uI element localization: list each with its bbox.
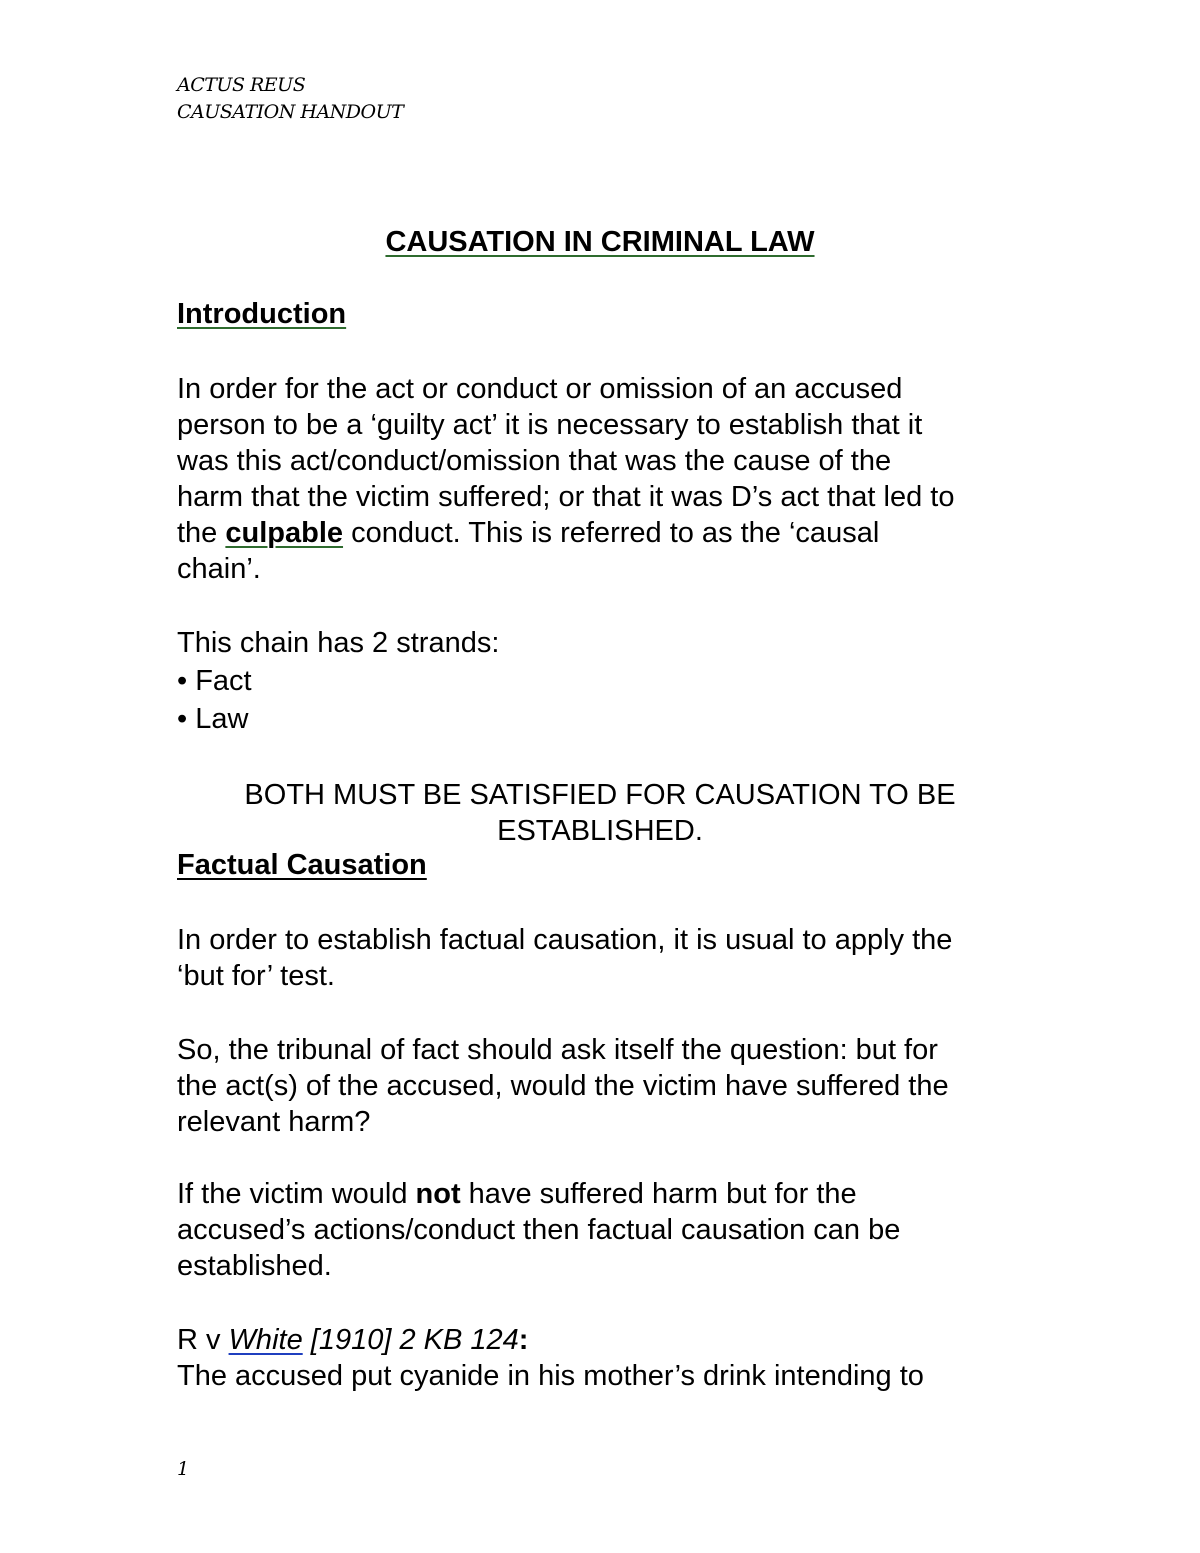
document-title — [0, 226, 1200, 259]
strand-fact: • Fact — [177, 665, 252, 697]
intro-line-2: person to be a ‘guilty act’ it is necessary to establish that it — [177, 409, 923, 441]
strand-law: • Law — [177, 703, 249, 735]
factual-p3-line-1-pre: If the victim would — [177, 1178, 416, 1210]
factual-causation-heading-text: Factual Causation — [177, 849, 427, 881]
intro-paragraph — [177, 371, 954, 587]
intro-line-5 — [177, 515, 954, 551]
page-number: 1 — [177, 1458, 190, 1480]
case-text-line: The accused put cyanide in his mother’s drink intending to — [177, 1360, 924, 1392]
factual-p3-line-1-post: have suffered harm but for the — [460, 1178, 857, 1210]
case-citation-line — [177, 1322, 924, 1358]
factual-paragraph-3 — [177, 1176, 900, 1284]
strands-intro: This chain has 2 strands: — [177, 627, 500, 659]
introduction-heading — [177, 298, 346, 331]
page-header — [177, 72, 403, 126]
not-emphasis: not — [415, 1178, 461, 1210]
factual-p2-line-1: So, the tribunal of fact should ask itself the question: but for — [177, 1034, 938, 1066]
intro-line-1: In order for the act or conduct or omission of an accused — [177, 373, 903, 405]
factual-causation-heading — [177, 849, 427, 882]
emphasis-line-1: BOTH MUST BE SATISFIED FOR CAUSATION TO BE — [244, 779, 956, 811]
factual-p1-line-2: ‘but for’ test. — [177, 960, 335, 992]
intro-line-3: was this act/conduct/omission that was the cause of the — [177, 445, 892, 477]
case-name-link[interactable]: White — [228, 1324, 303, 1356]
case-block — [177, 1322, 924, 1394]
document-title-text: CAUSATION IN CRIMINAL LAW — [385, 226, 815, 258]
emphasis-line-2: ESTABLISHED. — [497, 815, 703, 847]
factual-p3-line-3: established. — [177, 1250, 332, 1282]
case-citation: [1910] 2 KB 124 — [302, 1324, 519, 1356]
intro-line-5-pre: the — [177, 517, 226, 549]
factual-p3-line-1 — [177, 1176, 900, 1212]
factual-paragraph-1 — [177, 922, 952, 994]
case-colon: : — [518, 1324, 529, 1356]
factual-paragraph-2 — [177, 1032, 949, 1140]
strands-block — [177, 625, 499, 737]
intro-line-6: chain’. — [177, 553, 261, 585]
header-line-2: CAUSATION HANDOUT — [177, 101, 404, 123]
factual-p3-line-2: accused’s actions/conduct then factual causation can be — [177, 1214, 901, 1246]
factual-p2-line-2: the act(s) of the accused, would the victim have suffered the — [177, 1070, 949, 1102]
emphasis-statement — [0, 777, 1200, 849]
introduction-heading-text: Introduction — [177, 298, 347, 330]
culpable-emphasis: culpable — [225, 517, 344, 549]
intro-line-4: harm that the victim suffered; or that it was D’s act that led to — [177, 481, 955, 513]
factual-p1-line-1: In order to establish factual causation, it is usual to apply the — [177, 924, 953, 956]
case-prefix: R v — [177, 1324, 229, 1356]
intro-line-5-post: conduct. This is referred to as the ‘causal — [343, 517, 880, 549]
factual-p2-line-3: relevant harm? — [177, 1106, 371, 1138]
header-line-1: ACTUS REUS — [177, 74, 306, 96]
